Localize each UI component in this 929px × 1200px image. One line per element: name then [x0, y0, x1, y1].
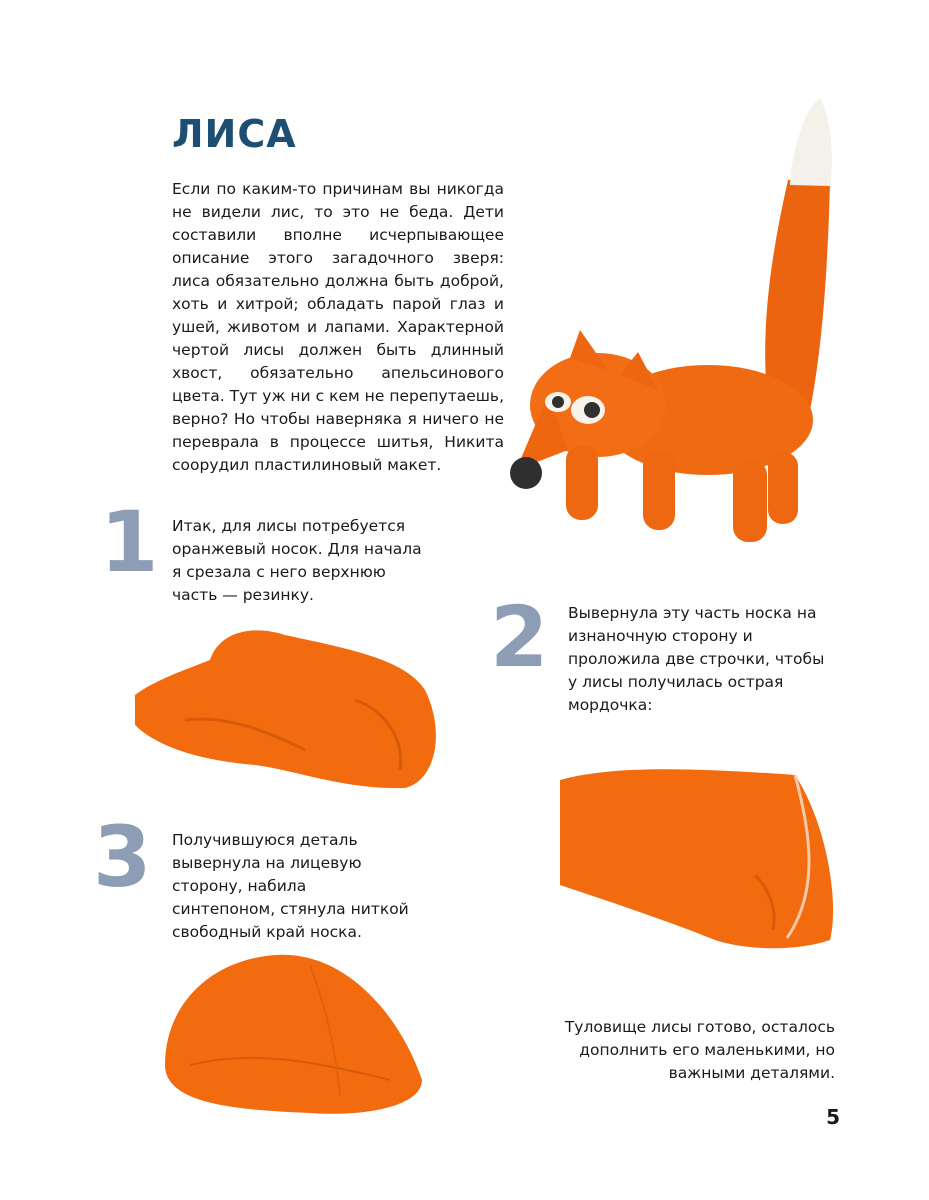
orange-sock-image	[125, 620, 445, 795]
step-2-text: Вывернула эту часть носка на изнаночную сторону и проложила две строчки, чтобы у лисы получилась острая мордочка:	[568, 604, 825, 714]
intro-paragraph: Если по каким-то причинам вы никогда не видели лис, то это не беда. Дети составили вполне исчерпывающее описание этого загадочного зверя: лиса обязательно должна быть доброй, хоть и хитрой; обладать парой глаз и ушей, животом и лапами. Характерной чертой лисы должен быть длинный хвост, обязательно апельсинового цвета. Тут уж ни с кем не перепутаешь, верно? Но чтобы наверняка я ничего не переврала в процессе шитья, Никита соорудил пластилиновый макет.	[172, 180, 504, 474]
step-3-number: 3	[93, 808, 152, 906]
stuffed-sock-image	[160, 945, 425, 1120]
step-3-text: Получившуюся деталь вывернула на лицевую сторону, набила синтепоном, стянула ниткой свободный край носка.	[172, 831, 409, 941]
step-2-number: 2	[490, 588, 549, 686]
page-title: ЛИСА	[172, 112, 297, 156]
sewn-sock-image	[555, 760, 845, 960]
step-1-number: 1	[100, 493, 159, 591]
step-1-text: Итак, для лисы потребуется оранжевый носок. Для начала я срезала с него верхнюю часть — резинку.	[172, 517, 422, 604]
fox-tail	[765, 98, 832, 420]
page-number: 5	[826, 1105, 840, 1129]
caption-text: Туловище лисы готово, осталось дополнить его маленькими, но важными деталями.	[564, 1018, 835, 1082]
plasticine-fox-image	[508, 90, 848, 570]
